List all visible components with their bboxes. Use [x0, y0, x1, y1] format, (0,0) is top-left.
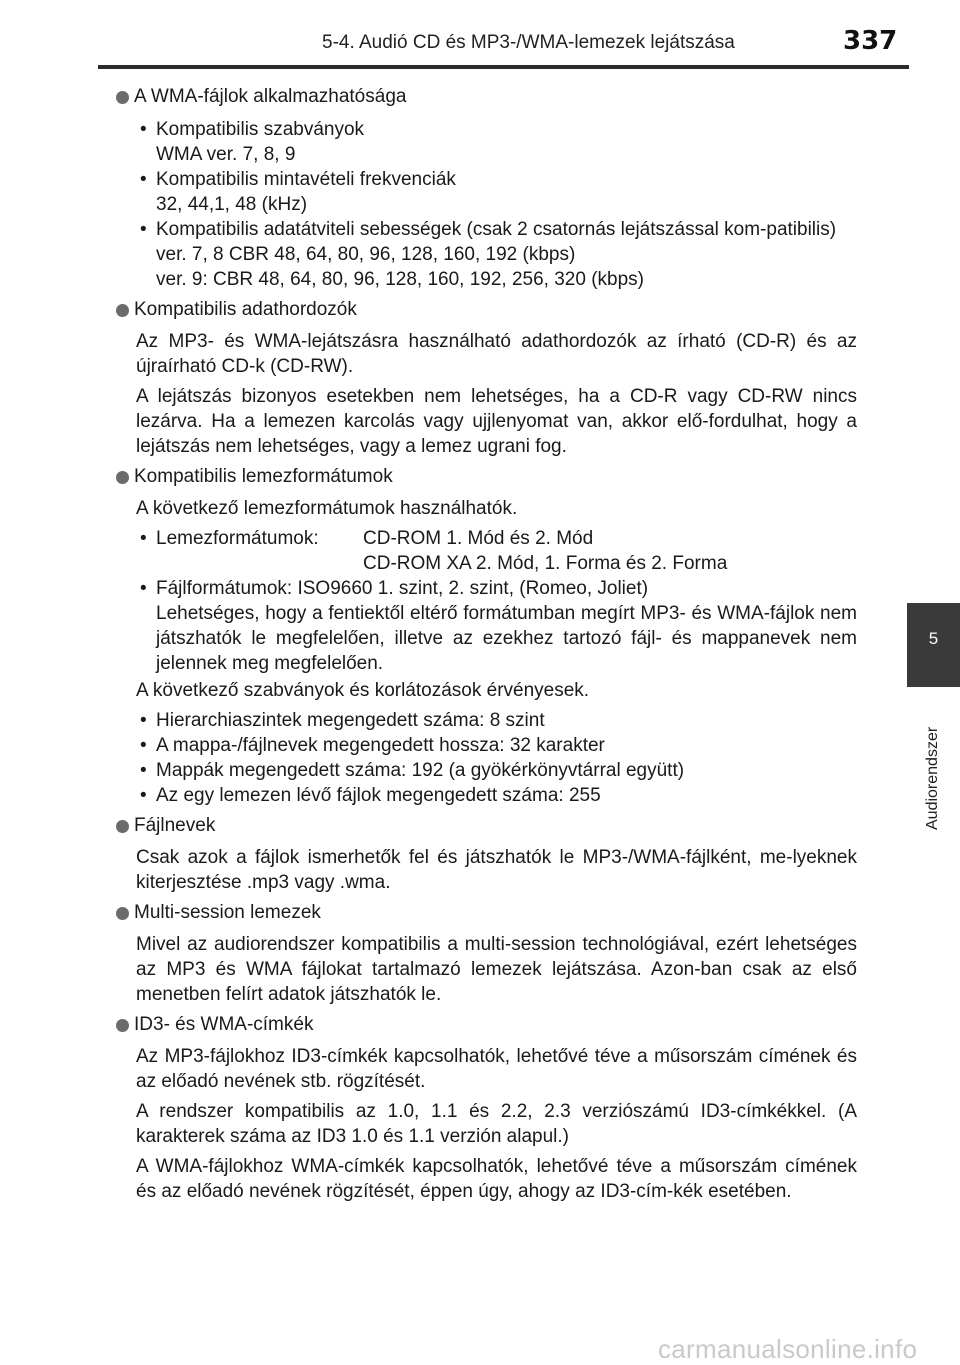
list-item: • Kompatibilis szabványok WMA ver. 7, 8, 9: [140, 119, 365, 165]
bullet-dot-icon: [116, 1019, 129, 1032]
paragraph: Mivel az audiorendszer kompatibilis a multi-session technológiával, ezért lehetséges az MP3 és WMA fájlokat tartalmazó lemezek lejátszása. Azon-ban csak az első menetben felírt adatok játszhatók le.: [136, 934, 857, 1005]
list-item: • Lemezformátumok: CD-ROM 1. Mód és 2. Mód CD-ROM XA 2. Mód, 1. Forma és 2. Forma: [140, 528, 728, 574]
section-multisession: [112, 900, 857, 1007]
section-title: 5-4. Audió CD és MP3-/WMA-lemezek lejátszása: [322, 32, 735, 53]
section-media: [112, 297, 857, 459]
section-heading: Multi-session lemezek: [112, 900, 857, 927]
format-list: [112, 526, 857, 676]
list-item: • A mappa-/fájlnevek megengedett hossza: 32 karakter: [140, 735, 605, 756]
page-content: [112, 79, 857, 1209]
list-item: • Az egy lemezen lévő fájlok megengedett száma: 255: [140, 785, 601, 806]
bullet-dot-icon: [116, 471, 129, 484]
paragraph: A lejátszás bizonyos esetekben nem lehetséges, ha a CD-R vagy CD-RW nincs lezárva. Ha a lemezen karcolás vagy ujjlenyomat van, akkor elő-fordulhat, hogy a lejátszás nem lehetséges, vagy a lemez ugrani fog.: [136, 386, 857, 457]
bullet-dot-icon: [116, 304, 129, 317]
wma-spec-list: [112, 117, 857, 292]
paragraph: A következő szabványok és korlátozások érvényesek.: [136, 680, 590, 701]
list-item: • Fájlformátumok: ISO9660 1. szint, 2. szint, (Romeo, Joliet) Lehetséges, hogy a fentiektől eltérő formátumban megírt MP3- és WMA-fájlok nem játszhatók le megfelelően, illetve az ezekhez tartozó fájl- és mappanevek nem jelennek meg megfelelően.: [140, 578, 857, 674]
paragraph: Az MP3-fájlokhoz ID3-címkék kapcsolhatók, lehetővé téve a műsorszám címének és az előadó nevének stb. rögzítését.: [136, 1046, 857, 1092]
watermark: carmanualsonline.info: [658, 1334, 918, 1364]
section-heading: Fájlnevek: [112, 813, 857, 840]
limits-list: [112, 708, 857, 808]
paragraph: A WMA-fájlokhoz WMA-címkék kapcsolhatók, lehetővé téve a műsorszám címének és az előadó nevének rögzítését, éppen úgy, ahogy az ID3-cím-kék esetében.: [136, 1156, 857, 1202]
section-heading: ID3- és WMA-címkék: [112, 1012, 857, 1039]
bullet-dot-icon: [116, 907, 129, 920]
paragraph: Az MP3- és WMA-lejátszásra használható adathordozók az írható (CD-R) és az újraírható CD-k (CD-RW).: [136, 331, 857, 377]
page-header: [0, 0, 960, 70]
section-tags: [112, 1012, 857, 1204]
paragraph: Csak azok a fájlok ismerhetők fel és játszhatók le MP3-/WMA-fájlként, me-lyeknek kiterjesztése .mp3 vagy .wma.: [136, 847, 857, 893]
section-heading: Kompatibilis adathordozók: [112, 297, 857, 324]
chapter-label: Audiorendszer: [924, 726, 941, 830]
paragraph: A következő lemezformátumok használhatók.: [136, 498, 518, 519]
chapter-tab[interactable]: [907, 603, 960, 687]
section-wma: [112, 84, 857, 292]
chapter-number: 5: [928, 629, 939, 648]
list-item: • Kompatibilis adatátviteli sebességek (csak 2 csatornás lejátszással kom-patibilis) ver. 7, 8 CBR 48, 64, 80, 96, 128, 160, 192 (kbps) ver. 9: CBR 48, 64, 80, 96, 128, 160, 192, 256, 320 (kbps): [140, 219, 837, 290]
bullet-dot-icon: [116, 91, 129, 104]
page-number: 337: [843, 26, 898, 56]
section-heading: Kompatibilis lemezformátumok: [112, 464, 857, 491]
header-divider: [98, 65, 909, 69]
list-item: • Mappák megengedett száma: 192 (a gyökérkönyvtárral együtt): [140, 760, 685, 781]
list-item: • Kompatibilis mintavételi frekvenciák 32, 44,1, 48 (kHz): [140, 169, 456, 215]
section-formats: [112, 464, 857, 808]
section-heading: A WMA-fájlok alkalmazhatósága: [112, 84, 857, 111]
section-filenames: [112, 813, 857, 895]
paragraph: A rendszer kompatibilis az 1.0, 1.1 és 2.2, 2.3 verziószámú ID3-címkékkel. (A karakterek száma az ID3 1.0 és 1.1 verzión alapul.): [136, 1101, 857, 1147]
list-item: • Hierarchiaszintek megengedett száma: 8 szint: [140, 710, 545, 731]
bullet-dot-icon: [116, 820, 129, 833]
